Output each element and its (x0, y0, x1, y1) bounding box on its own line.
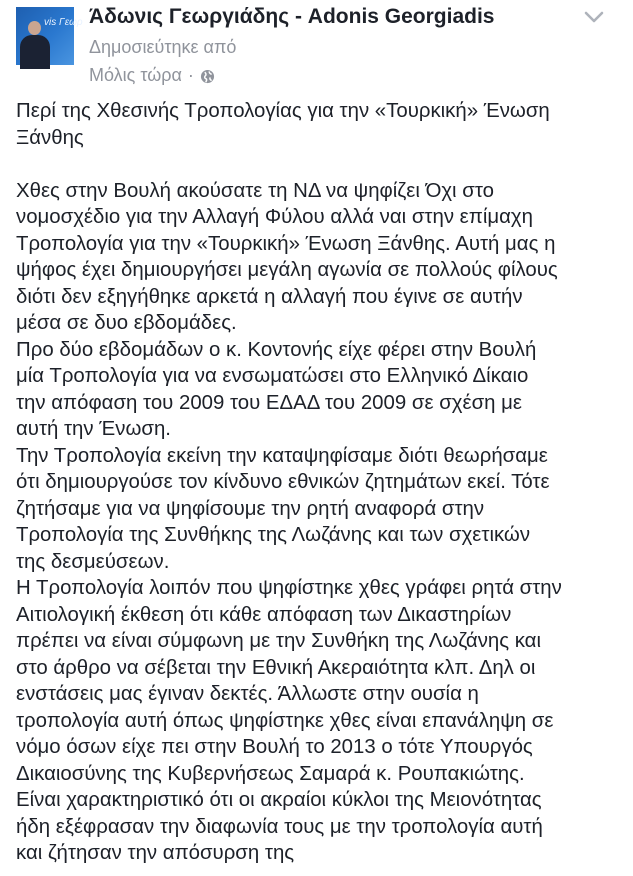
post-line: Η Τροπολογία λοιπόν που ψηφίστηκε χθες γράφει ρητά στην (16, 577, 562, 599)
post-line: αυτή την Ένωση. (16, 418, 171, 440)
post-line: Δικαιοσύνης της Κυβερνήσεως Σαμαρά κ. Ρουπακιώτης. (16, 762, 525, 785)
post-line: διότι δεν εξηγήθηκε αρκετά η αλλαγή που έγινε σε αυτήν (16, 285, 523, 308)
published-by-label: Δημοσιεύτηκε από (89, 37, 237, 57)
meta-separator: · (187, 65, 194, 85)
post-header (0, 0, 633, 96)
post-line: Αιτιολογική έκθεση ότι κάθε απόφαση των Δικαστηρίων (16, 603, 512, 626)
post-line: νόμο όσων είχε πει στην Βουλή το 2013 ο τότε Υπουργός (16, 736, 533, 758)
post-line: πρέπει να είναι σύμφωνη με την Συνθήκη της Λωζάνης και (16, 630, 541, 652)
post-line: ψήφος έχει δημιουργήσει μεγάλη αγωνία σε πολλούς φίλους (16, 259, 558, 281)
post-line: ότι δημιουργούσε τον κίνδυνο εθνικών ζητημάτων εκεί. Τότε (16, 471, 550, 493)
post-line: και ζήτησαν την απόσυρση της (16, 842, 295, 864)
avatar[interactable] (16, 7, 83, 65)
post-line: μέσα σε δυο εβδομάδες. (16, 312, 237, 334)
avatar-person-body (20, 35, 50, 69)
post-body (16, 98, 628, 867)
post-line: τροπολογία αυτή όπως ψηφίστηκε χθες είναι επανάληψη σε (16, 709, 554, 732)
post-line: Χθες στην Βουλή ακούσατε τη ΝΔ να ψηφίζει Όχι στο (16, 179, 494, 202)
post-line: Είναι χαρακτηριστικό ότι οι ακραίοι κύκλοι της Μειονότητας (16, 789, 542, 811)
post-line: Την Τροπολογία εκείνη την καταψηφίσαμε διότι θεωρήσαμε (16, 444, 548, 467)
post-line: ζητήσαμε για να ψηφίσουμε την ρητή αναφορά στην (16, 497, 485, 520)
post-line: στο άρθρο να σέβεται την Εθνική Ακεραιότητα κλπ. Δηλ οι (16, 656, 536, 679)
chevron-down-icon[interactable] (582, 6, 606, 28)
post-line: μία Τροπολογία για να ενσωματώσει στο Ελληνικό Δίκαιο (16, 365, 529, 387)
post-line: την απόφαση του 2009 του ΕΔΑΔ του 2009 σε σχέση με (16, 391, 523, 414)
post-line: της δεσμεύσεων. (16, 550, 170, 573)
post-line: ενστάσεις μας έγιναν δεκτές. Άλλωστε στην ουσία η (16, 683, 479, 705)
avatar-caption: vis Γεωρ (44, 17, 83, 28)
post-line: Τροπολογία για την «Τουρκική» Ένωση Ξάνθης. Αυτή μας η (16, 232, 556, 255)
post-line: Προ δύο εβδομάδων ο κ. Κοντονής είχε φέρει στην Βουλή (16, 338, 537, 361)
post-line: Τροπολογία της Συνθήκης της Λωζάνης και των σχετικών (16, 524, 531, 546)
post-line: νομοσχέδιο για την Αλλαγή Φύλου αλλά ναι στην επίμαχη (16, 206, 533, 228)
globe-icon[interactable] (200, 68, 215, 83)
author-name[interactable]: Άδωνις Γεωργιάδης - Adonis Georgiadis (89, 5, 495, 28)
avatar-person-head (28, 21, 41, 35)
post-meta (89, 65, 215, 86)
post-line-blank (16, 151, 628, 178)
post-line: Ξάνθης (16, 126, 84, 149)
post-line: Περί της Χθεσινής Τροπολογίας για την «Τουρκική» Ένωση (16, 100, 550, 122)
post-line: ήδη εξέφρασαν την διαφωνία τους με την τροπολογία αυτή (16, 815, 543, 838)
post-time[interactable]: Μόλις τώρα (89, 65, 182, 85)
